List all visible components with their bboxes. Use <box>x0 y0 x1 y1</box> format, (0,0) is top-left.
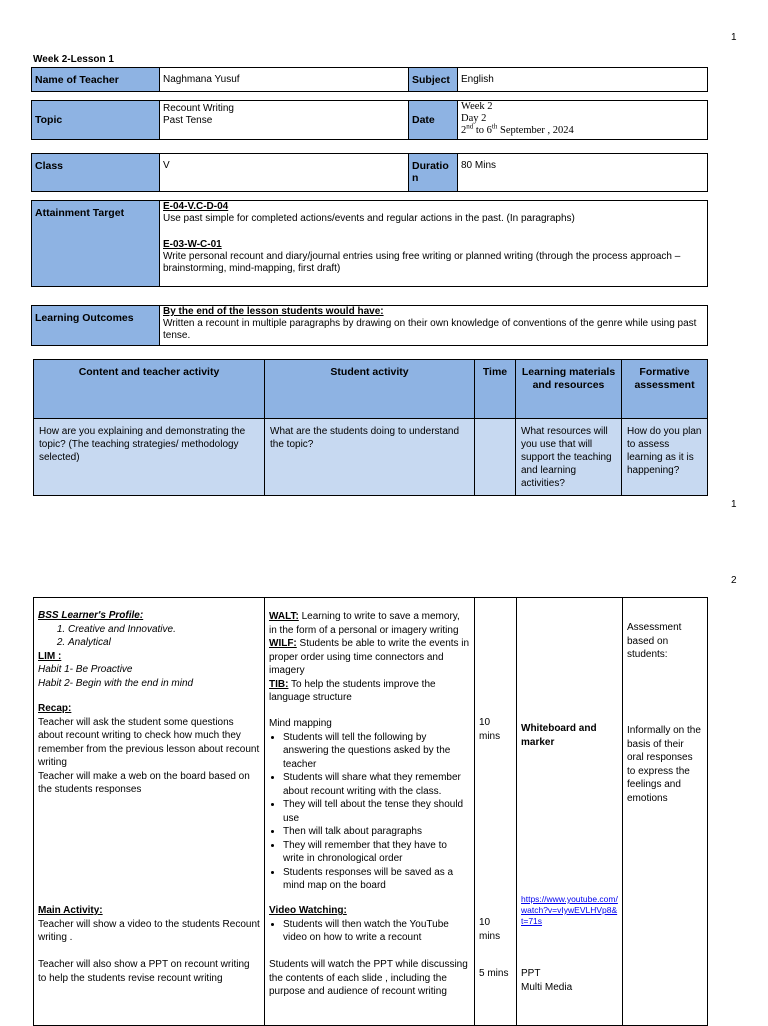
attainment-code-1: E-04-V.C-D-04 <box>163 201 229 212</box>
topic-value <box>160 101 409 140</box>
attainment-content <box>160 201 708 287</box>
date-from: 2 <box>461 125 467 136</box>
topic-line-2: Past Tense <box>163 115 213 126</box>
row-student: What are the students doing to understand the topic? <box>265 419 475 496</box>
profile-item: 1. Creative and Innovative. <box>68 623 260 637</box>
col-header-time: Time <box>475 360 516 419</box>
time-cell <box>475 598 517 1026</box>
date-to: to 6 <box>473 125 492 136</box>
walt-text: Learning to write to save a memory, in the form of a personal or imagery writing <box>269 611 460 636</box>
main-activity-text-1: Teacher will show a video to the students Recount writing . <box>38 918 260 943</box>
attainment-text-1: Use past simple for completed actions/events and regular actions in the past. (In paragraphs) <box>163 213 575 224</box>
recap-text: Teacher will ask the student some questions about recount writing to check how much they remember from the previous lesson about recount writing <box>38 716 260 768</box>
profile-list <box>38 623 260 650</box>
lesson-plan-table <box>33 597 708 1026</box>
date-line-3 <box>461 122 704 137</box>
duration-label-line-2: n <box>412 172 419 184</box>
materials-cell <box>517 598 623 1026</box>
week-lesson-title: Week 2-Lesson 1 <box>33 54 114 65</box>
tib <box>269 678 470 705</box>
video-list <box>269 918 470 945</box>
date-to-sup: th <box>491 122 498 131</box>
subject-label: Subject <box>409 68 458 92</box>
mind-mapping-list <box>269 731 470 893</box>
date-line-2: Day 2 <box>461 113 487 124</box>
walt-label: WALT: <box>269 611 299 622</box>
outcomes-content <box>160 306 708 346</box>
class-label: Class <box>32 154 160 192</box>
topic-line-1: Recount Writing <box>163 103 234 114</box>
time-3: 5 mins <box>479 968 509 979</box>
attainment-table <box>31 200 708 287</box>
video-item: • Students will then watch the YouTube video on how to write a recount <box>283 918 470 945</box>
habit-1: Habit 1- Be Proactive <box>38 664 133 675</box>
tib-label: TIB: <box>269 678 289 690</box>
col-header-materials: Learning materials and resources <box>516 360 622 419</box>
row-assessment: How do you plan to assess learning as it is happening? <box>622 419 708 496</box>
mind-item: • Students responses will be saved as a mind map on the board <box>283 866 470 893</box>
date-from-sup: nd <box>466 122 474 131</box>
page-number-top: 1 <box>731 32 737 43</box>
wilf-label: WILF: <box>269 638 297 649</box>
profile-heading: BSS Learner's Profile: <box>38 610 144 621</box>
topic-label: Topic <box>32 101 160 140</box>
mind-mapping-label: Mind mapping <box>269 718 332 729</box>
date-label: Date <box>409 101 458 140</box>
row-materials: What resources will you use that will support the teaching and learning activities? <box>516 419 622 496</box>
material-multimedia: Multi Media <box>521 982 573 993</box>
habit-2: Habit 2- Begin with the end in mind <box>38 677 194 689</box>
page-number-bottom: 1 <box>731 499 737 510</box>
duration-label-line-1: Duratio <box>412 160 449 172</box>
mind-item: • Then will talk about paragraphs <box>283 825 470 839</box>
wilf-text: Students be able to write the events in proper order using time connectors and imagery <box>269 638 470 676</box>
youtube-link[interactable]: https://www.youtube.com/watch?v=vIywEVLHVp8&t=71s <box>521 894 618 926</box>
attainment-code-2: E-03-W-C-01 <box>163 239 222 250</box>
assessment-1: Assessment based on students: <box>627 622 682 660</box>
lim-heading: LIM : <box>38 650 62 662</box>
attainment-label: Attainment Target <box>32 201 160 287</box>
mind-item: • They will remember that they have to write in chronological order <box>283 839 470 866</box>
time-1: 10 mins <box>479 717 501 742</box>
profile-item: 2. Analytical <box>68 636 260 650</box>
duration-label <box>409 154 458 192</box>
topic-date-table <box>31 100 708 140</box>
walt <box>269 610 470 637</box>
teacher-label: Name of Teacher <box>32 68 160 92</box>
assessment-cell <box>623 598 708 1026</box>
teacher-activity-cell <box>34 598 265 1026</box>
attainment-text-2: Write personal recount and diary/journal entries using free writing or planned writing (through the process approach – brainstorming, mind-mapping, first draft) <box>163 251 681 274</box>
outcomes-heading: By the end of the lesson students would have: <box>163 306 384 317</box>
duration-value: 80 Mins <box>458 154 708 192</box>
material-whiteboard: Whiteboard and marker <box>521 723 597 748</box>
outcomes-text: Written a recount in multiple paragraphs by drawing on their own knowledge of conventions of the genre while using past tense. <box>163 318 697 341</box>
col-header-student: Student activity <box>265 360 475 419</box>
date-value <box>458 101 708 140</box>
subject-value: English <box>458 68 708 92</box>
mind-item: • Students will share what they remember about recount writing with the class. <box>283 771 470 798</box>
time-2: 10 mins <box>479 917 501 942</box>
teacher-subject-table <box>31 67 708 92</box>
recap-text-2: Teacher will make a web on the board based on the students responses <box>38 770 250 795</box>
mind-item: • They will tell about the tense they should use <box>283 798 470 825</box>
col-header-assessment: Formative assessment <box>622 360 708 419</box>
row-content: How are you explaining and demonstrating the topic? (The teaching strategies/ methodology selected) <box>34 419 265 496</box>
date-rest: September , 2024 <box>497 125 574 136</box>
class-duration-table <box>31 153 708 192</box>
material-ppt: PPT <box>521 968 541 979</box>
recap-heading: Recap: <box>38 703 72 714</box>
video-heading: Video Watching: <box>269 905 347 916</box>
main-activity-heading: Main Activity: <box>38 905 103 916</box>
ppt-student-text: Students will watch the PPT while discussing the contents of each slide , including the purpose and audience of recount writing <box>269 959 468 997</box>
assessment-2: Informally on the basis of their oral responses to express the feelings and emotions <box>627 725 701 804</box>
tib-text: To help the students improve the language structure <box>269 678 436 703</box>
class-value: V <box>160 154 409 192</box>
outcomes-label: Learning Outcomes <box>32 306 160 346</box>
outcomes-table <box>31 305 708 346</box>
row-time <box>475 419 516 496</box>
date-line-1: Week 2 <box>461 101 493 112</box>
main-activity-text-2: Teacher will also show a PPT on recount writing to help the students revise recount writing <box>38 959 250 984</box>
col-header-content: Content and teacher activity <box>34 360 265 419</box>
student-activity-cell <box>265 598 475 1026</box>
teacher-name: Naghmana Yusuf <box>160 68 409 92</box>
page-number-page-2: 2 <box>731 575 737 586</box>
wilf <box>269 637 470 678</box>
mind-item: • Students will tell the following by answering the questions asked by the teacher <box>283 731 470 772</box>
activity-header-table <box>33 359 708 496</box>
